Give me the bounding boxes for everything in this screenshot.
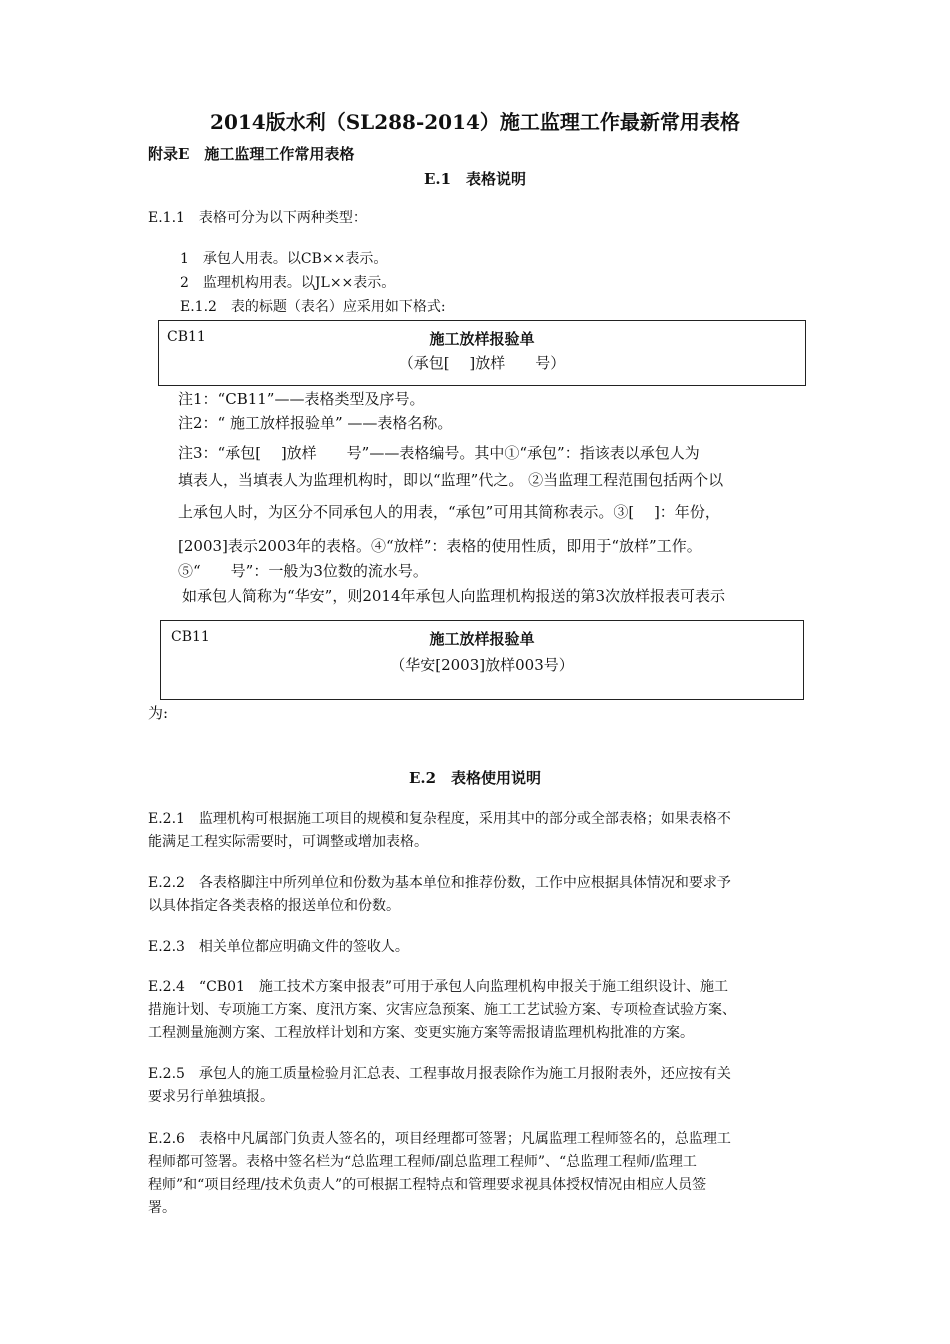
clause-e221-line-1: E.2.1 监理机构可根据施工项目的规模和复杂程度，采用其中的部分或全部表格；如果表格不 (148, 811, 731, 827)
box-form-number: （华安[2003]放样003号） (390, 656, 574, 674)
clause-e223: E.2.3 相关单位都应明确文件的签收人。 (148, 939, 409, 955)
clause-e224-line-2: 措施计划、专项施工方案、度汛方案、灾害应急预案、施工工艺试验方案、专项检查试验方案、 (148, 1002, 736, 1018)
box-form-number: （承包[ ]放样 号） (398, 354, 566, 372)
box-form-name: 施工放样报验单 (429, 630, 535, 648)
example-sample-box (160, 620, 804, 700)
clause-e112: E.1.2 表的标题（表名）应采用如下格式: (180, 299, 446, 315)
clause-e226-line-3: 程师”和“项目经理/技术负责人”的可根据工程特点和管理要求视具体授权情况由相应人员签 (148, 1177, 707, 1193)
note-3-line-2: 填表人，当填表人为监理机构时，即以“监理”代之。 ②当监理工程范围包括两个以 (178, 471, 724, 489)
example-line-1: 如承包人简称为“华安”，则2014年承包人向监理机构报送的第3次放样报表可表示 (182, 587, 726, 605)
clause-e221-line-2: 能满足工程实际需要时，可调整或增加表格。 (148, 834, 428, 850)
example-line-2: 为: (148, 704, 169, 722)
format-sample-box (158, 320, 806, 386)
box-code: CB11 (167, 329, 206, 345)
note-3-line-5: ⑤“ 号”：一般为3位数的流水号。 (178, 562, 428, 580)
note-3-line-4: [2003]表示2003年的表格。④“放样”：表格的使用性质，即用于“放样”工作。 (178, 537, 702, 555)
section-e1-heading: E.1 表格说明 (423, 170, 527, 188)
box-code: CB11 (171, 629, 210, 645)
appendix-heading: 附录E 施工监理工作常用表格 (148, 145, 355, 163)
box-form-name: 施工放样报验单 (429, 330, 535, 348)
clause-e225-line-2: 要求另行单独填报。 (148, 1089, 274, 1105)
page-title: 2014版水利（SL288-2014）施工监理工作最新常用表格 (210, 110, 740, 134)
clause-e111: E.1.1 表格可分为以下两种类型： (148, 210, 367, 226)
clause-e225-line-1: E.2.5 承包人的施工质量检验月汇总表、工程事故月报表除作为施工月报附表外，还应按有关 (148, 1066, 731, 1082)
note-1: 注1：“CB11”——表格类型及序号。 (178, 390, 425, 408)
list-item-1: 1 承包人用表。以CB××表示。 (180, 251, 388, 267)
section-e2-heading: E.2 表格使用说明 (408, 769, 542, 787)
clause-e226-line-1: E.2.6 表格中凡属部门负责人签名的，项目经理都可签署；凡属监理工程师签名的，总监理工 (148, 1131, 731, 1147)
note-3-line-3: 上承包人时，为区分不同承包人的用表，“承包”可用其简称表示。③[ ]：年份， (178, 503, 720, 521)
clause-e224-line-3: 工程测量施测方案、工程放样计划和方案、变更实施方案等需报请监理机构批准的方案。 (148, 1025, 694, 1041)
clause-e224-line-1: E.2.4 “CB01 施工技术方案申报表”可用于承包人向监理机构申报关于施工组织设计、施工 (148, 979, 729, 995)
note-2: 注2：“ 施工放样报验单” ——表格名称。 (178, 414, 453, 432)
clause-e226-line-4: 署。 (148, 1200, 176, 1216)
clause-e222-line-1: E.2.2 各表格脚注中所列单位和份数为基本单位和推荐份数，工作中应根据具体情况和要求予 (148, 875, 731, 891)
list-item-2: 2 监理机构用表。以JL××表示。 (180, 275, 396, 291)
clause-e226-line-2: 程师都可签署。表格中签名栏为“总监理工程师/副总监理工程师”、“总监理工程师/监理工 (148, 1154, 697, 1170)
clause-e222-line-2: 以具体指定各类表格的报送单位和份数。 (148, 898, 400, 914)
note-3-line-1: 注3：“承包[ ]放样 号”——表格编号。其中①“承包”：指该表以承包人为 (178, 444, 700, 462)
